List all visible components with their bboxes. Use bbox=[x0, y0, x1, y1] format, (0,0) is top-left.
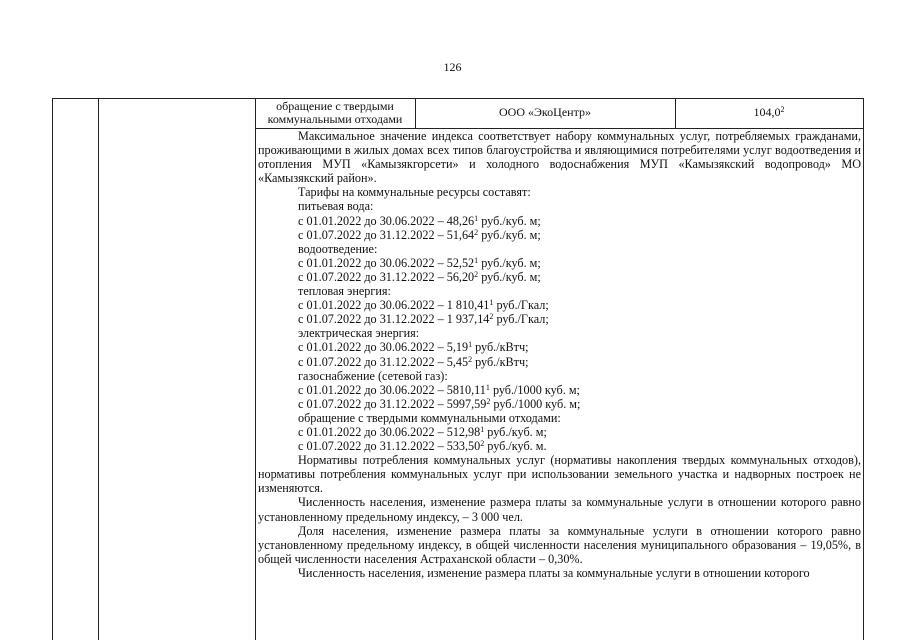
table-border-left bbox=[52, 98, 53, 640]
tariff-title: газоснабжение (сетевой газ): bbox=[298, 368, 448, 383]
table-column-divider bbox=[255, 98, 256, 640]
index-cell bbox=[677, 106, 861, 119]
table-border-top bbox=[52, 98, 864, 99]
tariff-period: с 01.07.2022 до 31.12.2022 – 5997,59$^2$ руб./1000 куб. м; bbox=[298, 396, 581, 411]
document-table bbox=[52, 98, 864, 640]
intro-paragraph: Максимальное значение индекса соответствует набору коммунальных услуг, потребляемых гражданами, проживающими в жилых домах всех типов благоустройства и являющимися потребителями услуг водоотведения и отопления МУП «Камызякгорсети» и холодного водоснабжения МУП «Камызякский водопровод» МО «Камызякский район». bbox=[258, 129, 861, 186]
justification-text bbox=[258, 129, 861, 580]
tariff-period: с 01.01.2022 до 30.06.2022 – 52,52$^1$ руб./куб. м; bbox=[298, 255, 541, 270]
table-border-right bbox=[863, 98, 864, 640]
tariff-title: питьевая вода: bbox=[298, 199, 374, 214]
population-paragraph: Численность населения, изменение размера платы за коммунальные услуги в отношении которого равно установленному предельному индексу, – 3 000 чел. bbox=[258, 495, 861, 524]
table-column-divider bbox=[675, 98, 676, 128]
page-number: 126 bbox=[443, 60, 462, 74]
tariff-period: с 01.01.2022 до 30.06.2022 – 512,98$^1$ руб./куб. м; bbox=[298, 424, 547, 439]
tariff-period: с 01.07.2022 до 31.12.2022 – 5,45$^2$ руб./кВтч; bbox=[298, 354, 529, 369]
tariff-period: с 01.01.2022 до 30.06.2022 – 48,26$^1$ руб./куб. м; bbox=[298, 213, 541, 228]
norms-paragraph: Нормативы потребления коммунальных услуг (нормативы накопления твердых коммунальных отходов), нормативы потребления коммунальных услуг при использовании земельного участка и надворных построек не изменяются. bbox=[258, 453, 861, 496]
tariff-period: с 01.01.2022 до 30.06.2022 – 1 810,41$^1$ руб./Гкал; bbox=[298, 298, 549, 313]
footnote-mark: 2 bbox=[780, 105, 785, 114]
tariff-period: с 01.01.2022 до 30.06.2022 – 5,19$^1$ руб./кВтч; bbox=[298, 340, 529, 355]
share-paragraph: Доля населения, изменение размера платы за коммунальные услуги в отношении которого равно установленному предельному индексу, в общей численности населения муниципального образования – 19,05%, в общей численности населения Астраханской области – 0,30%. bbox=[258, 523, 861, 566]
organization-cell: ООО «ЭкоЦентр» bbox=[499, 105, 591, 119]
table-column-divider bbox=[98, 98, 99, 640]
tariffs-heading: Тарифы на коммунальные ресурсы составят: bbox=[298, 185, 531, 200]
tariff-period: с 01.01.2022 до 30.06.2022 – 5810,11$^1$ руб./1000 куб. м; bbox=[298, 382, 580, 397]
tariff-period: с 01.07.2022 до 31.12.2022 – 533,50$^2$ руб./куб. м. bbox=[298, 439, 547, 454]
tariff-title: тепловая энергия: bbox=[298, 284, 391, 299]
table-column-divider bbox=[415, 98, 416, 128]
tariff-period: с 01.07.2022 до 31.12.2022 – 56,20$^2$ руб./куб. м; bbox=[298, 269, 541, 284]
index-value: 104,0 bbox=[753, 105, 781, 119]
tariff-period: с 01.07.2022 до 31.12.2022 – 1 937,14$^2$ руб./Гкал; bbox=[298, 312, 549, 327]
population-paragraph-continued: Численность населения, изменение размера платы за коммунальные услуги в отношении которого bbox=[298, 565, 810, 580]
tariff-title: электрическая энергия: bbox=[298, 326, 420, 341]
tariff-title: обращение с твердыми коммунальными отходами: bbox=[298, 410, 561, 425]
service-cell: обращение с твердыми коммунальными отходами bbox=[267, 99, 403, 126]
tariff-title: водоотведение: bbox=[298, 241, 378, 256]
tariff-period: с 01.07.2022 до 31.12.2022 – 51,64$^2$ руб./куб. м; bbox=[298, 227, 541, 242]
